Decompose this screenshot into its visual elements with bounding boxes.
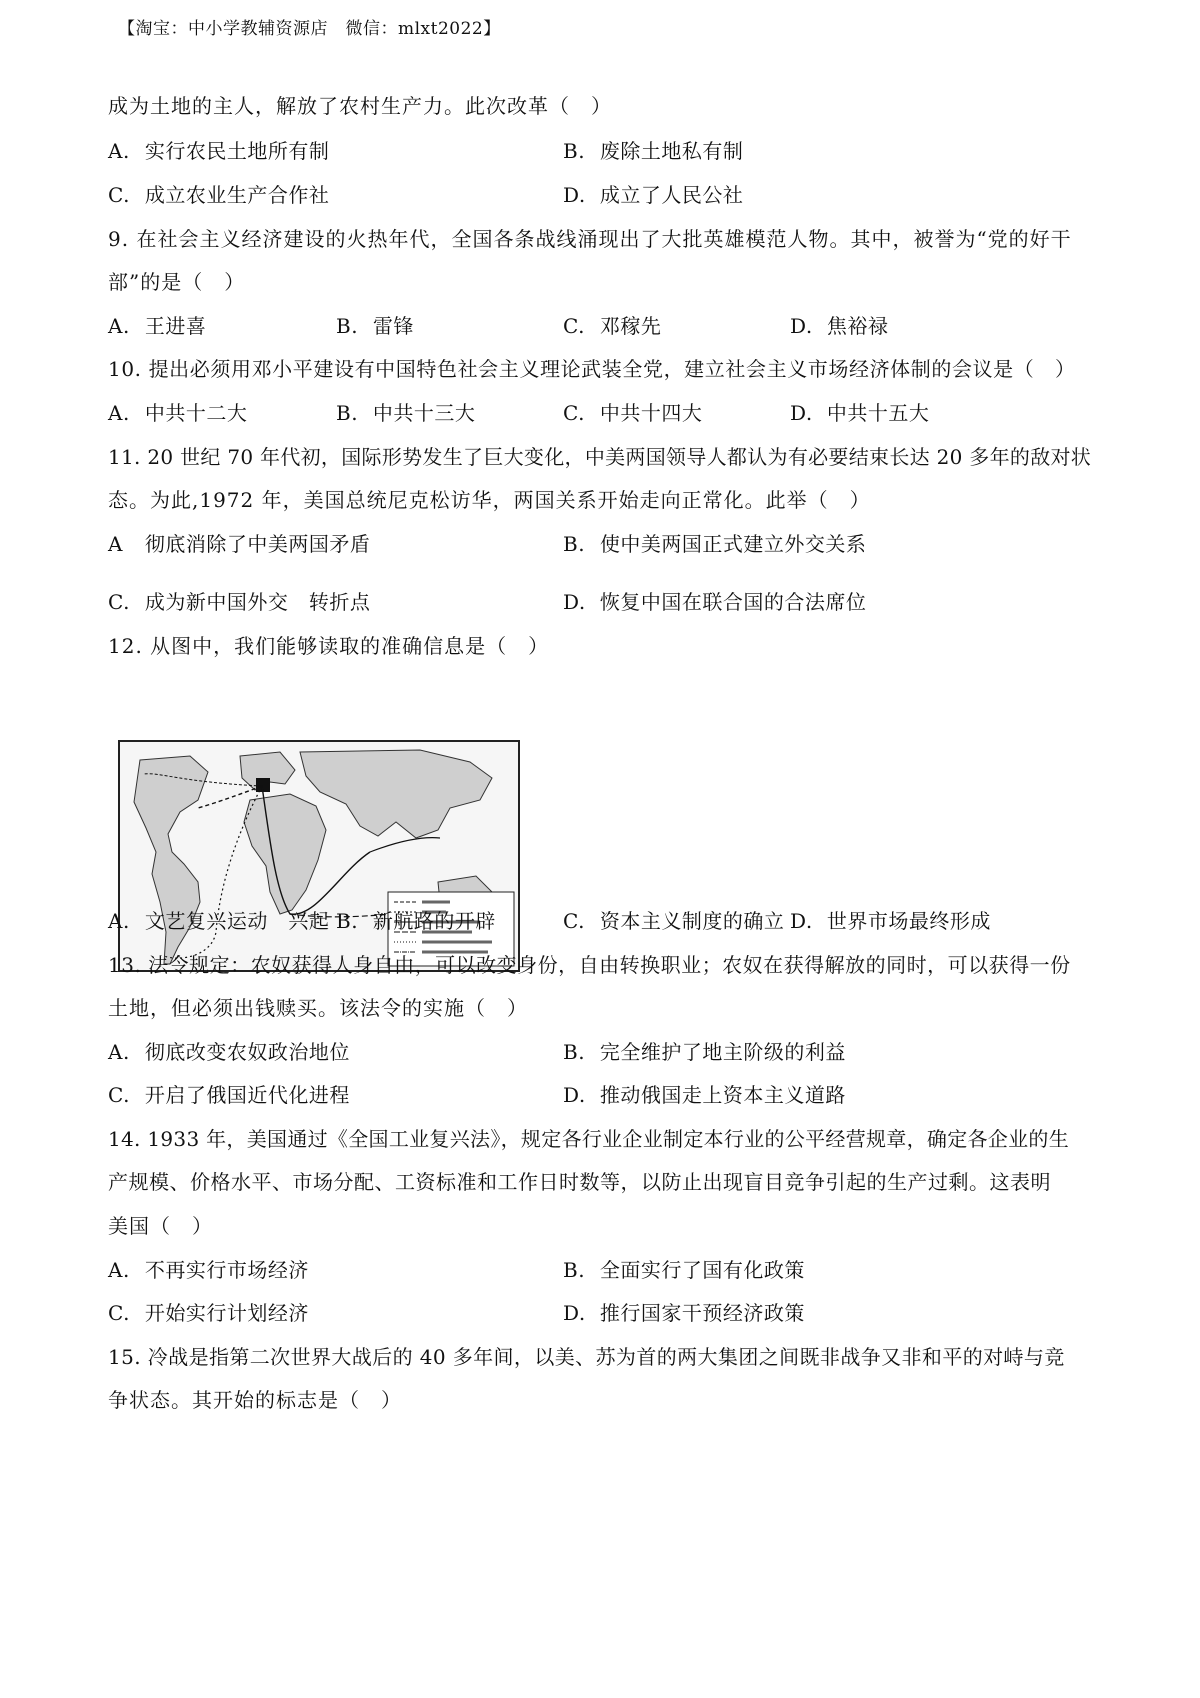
option-label: D. [790,909,813,933]
option-text: 恢复中国在联合国的合法席位 [599,590,867,614]
q13-option-d [563,1081,846,1109]
q9-option-b [336,312,414,340]
q15-stem-line2: 争状态。其开始的标志是（ ） [108,1388,402,1412]
q14-option-a [108,1256,309,1284]
q14-stem-line2: 产规模、价格水平、市场分配、工资标准和工作日时数等，以防止出现盲目竞争引起的生产过剩。这表明 [108,1170,1051,1194]
option-text: 不再实行市场经济 [144,1258,309,1282]
q12-option-d [790,907,991,935]
option-text: 焦裕禄 [826,314,889,338]
q9-stem-line2: 部”的是（ ） [108,270,246,294]
q13-option-b [563,1038,846,1066]
option-label: D. [563,590,586,614]
q13-option-c [108,1081,350,1109]
q10-option-b [336,399,475,427]
q14-stem-line1: 14. 1933 年，美国通过《全国工业复兴法》，规定各行业企业制定本行业的公平经营规章，确定各企业的生 [108,1127,1070,1151]
option-label: D. [790,314,813,338]
q9-stem-line1: 9. 在社会主义经济建设的火热年代，全国各条战线涌现出了大批英雄模范人物。其中，被誉为“党的好干 [108,227,1072,251]
q9-option-d [790,312,888,340]
q8-option-c [108,181,329,209]
q15-stem-line1: 15. 冷战是指第二次世界大战后的 40 多年间，以美、苏为首的两大集团之间既非战争又非和平的对峙与竞 [108,1345,1065,1369]
option-label: B. [336,314,359,338]
q13-option-a [108,1038,350,1066]
option-text: 王进喜 [144,314,207,338]
option-label: C. [108,183,130,207]
option-label: A. [108,909,130,933]
q8-option-b [563,137,743,165]
option-label: D. [563,183,586,207]
option-text: 废除土地私有制 [599,139,744,163]
q11-option-a [108,530,370,558]
q12-option-a [108,907,329,935]
option-text: 文艺复兴运动 兴起 [144,909,330,933]
q12-option-c [563,907,784,935]
option-text: 开始实行计划经济 [144,1301,309,1325]
option-text: 中共十二大 [144,401,248,425]
option-label: D. [563,1083,586,1107]
option-text: 中共十三大 [372,401,476,425]
option-text: 新航路的开辟 [372,909,496,933]
option-text: 世界市场最终形成 [826,909,991,933]
option-text: 推动俄国走上资本主义道路 [599,1083,846,1107]
option-text: 彻底消除了中美两国矛盾 [144,532,371,556]
option-label: C. [108,590,130,614]
option-text: 开启了俄国近代化进程 [144,1083,350,1107]
option-label: B. [563,532,586,556]
q8-stem: 成为土地的主人，解放了农村生产力。此次改革（ ） [108,94,612,118]
option-text: 成立农业生产合作社 [144,183,330,207]
option-text: 雷锋 [372,314,414,338]
option-text: 推行国家干预经济政策 [599,1301,805,1325]
q8-option-d [563,181,743,209]
option-label: B. [563,1258,586,1282]
q11-option-b [563,530,866,558]
option-text: 成立了人民公社 [599,183,744,207]
option-label: B. [563,139,586,163]
q8-option-a [108,137,329,165]
option-label: C. [563,314,585,338]
option-label: A. [108,401,130,425]
option-text: 彻底改变农奴政治地位 [144,1040,350,1064]
world-map-image [120,742,518,970]
q10-option-a [108,399,247,427]
q10-option-d [790,399,929,427]
option-text: 中共十四大 [599,401,703,425]
new-sea-routes-map-figure [118,740,520,972]
option-label: D. [563,1301,586,1325]
q11-stem-line1: 11. 20 世纪 70 年代初，国际形势发生了巨大变化，中美两国领导人都认为有必要结束长达 20 多年的敌对状 [108,445,1092,469]
q9-option-c [563,312,661,340]
q9-option-a [108,312,206,340]
option-label: A. [108,314,130,338]
option-text: 成为新中国外交 转折点 [144,590,371,614]
option-label: C. [563,401,585,425]
q14-stem-line3: 美国（ ） [108,1214,213,1238]
page-header: 【淘宝：中小学教辅资源店 微信：mlxt2022】 [118,19,501,39]
q14-option-c [108,1299,309,1327]
option-text: 实行农民土地所有制 [144,139,330,163]
option-text: 全面实行了国有化政策 [599,1258,805,1282]
option-label: A. [108,1258,130,1282]
option-label: A [108,532,123,556]
q10-stem: 10. 提出必须用邓小平建设有中国特色社会主义理论武装全党，建立社会主义市场经济体制的会议是（ ） [108,357,1076,381]
option-label: C. [108,1083,130,1107]
q11-option-c [108,588,370,616]
option-text: 完全维护了地主阶级的利益 [599,1040,846,1064]
q11-option-d [563,588,866,616]
q13-stem-line2: 土地，但必须出钱赎买。该法令的实施（ ） [108,996,528,1020]
option-text: 邓稼先 [599,314,662,338]
option-text: 中共十五大 [826,401,930,425]
q14-option-d [563,1299,805,1327]
option-label: C. [108,1301,130,1325]
option-text: 使中美两国正式建立外交关系 [599,532,867,556]
option-label: B. [563,1040,586,1064]
q12-stem: 12. 从图中，我们能够读取的准确信息是（ ） [108,634,550,658]
q11-stem-line2: 态。为此,1972 年，美国总统尼克松访华，两国关系开始走向正常化。此举（ ） [108,488,871,512]
option-text: 资本主义制度的确立 [599,909,785,933]
option-label: B. [336,401,359,425]
q13-stem-line1: 13. 法令规定：农奴获得人身自由，可以改变身份，自由转换职业；农奴在获得解放的同时，可以获得一份 [108,953,1071,977]
q10-option-c [563,399,702,427]
option-label: C. [563,909,585,933]
option-label: A. [108,1040,130,1064]
option-label: B. [336,909,359,933]
q14-option-b [563,1256,805,1284]
option-label: A. [108,139,130,163]
option-label: D. [790,401,813,425]
q12-option-b [336,907,496,935]
